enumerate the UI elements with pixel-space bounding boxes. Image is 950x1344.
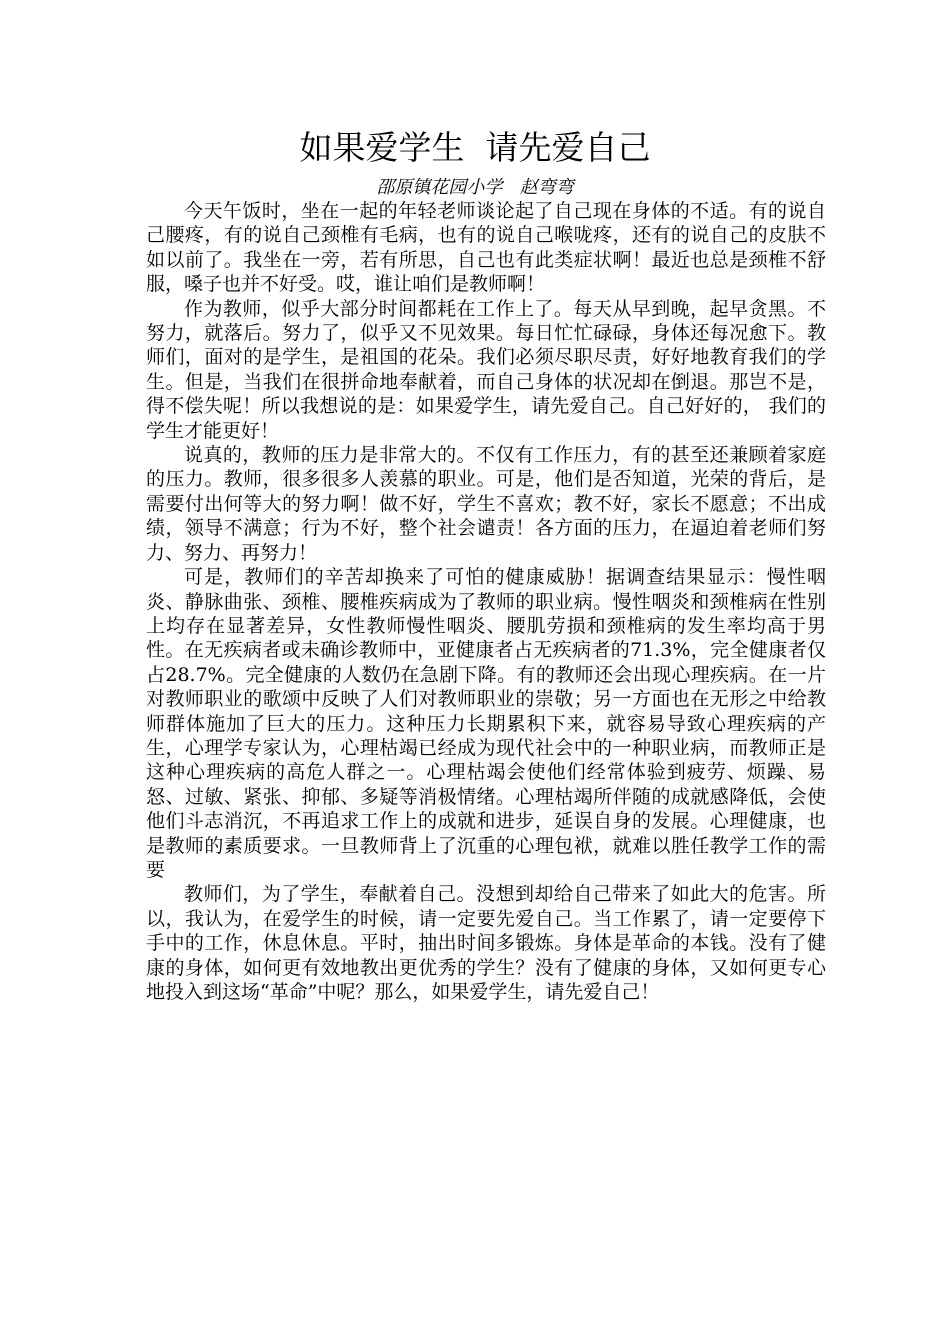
- document-title: 如果爱学生 请先爱自己: [299, 128, 651, 167]
- paragraph-3: 说真的，教师的压力是非常大的。不仅有工作压力，有的甚至还兼顾着家庭的压力。教师，很多很多人羡慕的职业。可是，他们是否知道，光荣的背后，是需要付出何等大的努力啊！做不好，学生不喜欢；教不好，家长不愿意；不出成绩，领导不满意；行为不好，整个社会谴责！各方面的压力，在逼迫着老师们努力、努力、再努力！: [146, 444, 826, 564]
- paragraph-2: 作为教师，似乎大部分时间都耗在工作上了。每天从早到晚，起早贪黑。不努力，就落后。努力了，似乎又不见效果。每日忙忙碌碌，身体还每况愈下。教师们，面对的是学生，是祖国的花朵。我们必须尽职尽责，好好地教育我们的学生。但是，当我们在很拼命地奉献着，而自己身体的状况却在倒退。那岂不是，得不偿失呢！所以我想说的是：如果爱学生，请先爱自己。自己好好的， 我们的学生才能更好！: [146, 297, 826, 442]
- paragraph-1: 今天午饭时，坐在一起的年轻老师谈论起了自己现在身体的不适。有的说自己腰疼，有的说自己颈椎有毛病，也有的说自己喉咙疼，还有的说自己的皮肤不如以前了。我坐在一旁，若有所思，自己也有此类症状啊！最近也总是颈椎不舒服，嗓子也并不好受。哎，谁让咱们是教师啊！: [146, 200, 826, 296]
- paragraph-5: 教师们，为了学生，奉献着自己。没想到却给自己带来了如此大的危害。所以，我认为，在爱学生的时候，请一定要先爱自己。当工作累了，请一定要停下手中的工作，休息休息。平时，抽出时间多锻炼。身体是革命的本钱。没有了健康的身体，如何更有效地教出更优秀的学生？没有了健康的身体，又如何更专心地投入到这场“革命”中呢？那么，如果爱学生，请先爱自己！: [146, 883, 826, 1003]
- paragraph-4: 可是，教师们的辛苦却换来了可怕的健康威胁！据调查结果显示：慢性咽炎、静脉曲张、颈椎、腰椎疾病成为了教师的职业病。慢性咽炎和颈椎病在性别上均存在显著差异，女性教师慢性咽炎、腰肌劳损和颈椎病的发生率均高于男性。在无疾病者或未确诊教师中，亚健康者占无疾病者的71.3%，完全健康者仅占28.7%。完全健康的人数仍在急剧下降。有的教师还会出现心理疾病。在一片对教师职业的歌颂中反映了人们对教师职业的崇敬；另一方面也在无形之中给教师群体施加了巨大的压力。这种压力长期累积下来，就容易导致心理疾病的产生，心理学专家认为，心理枯竭已经成为现代社会中的一种职业病，而教师正是这种心理疾病的高危人群之一。心理枯竭会使他们经常体验到疲劳、烦躁、易怒、过敏、紧张、抑郁、多疑等消极情绪。心理枯竭所伴随的成就感降低，会使他们斗志消沉，不再追求工作上的成就和进步，延误自身的发展。心理健康，也是教师的素质要求。一旦教师背上了沉重的心理包袱，就难以胜任教学工作的需要: [146, 566, 826, 881]
- article-body: [146, 199, 826, 1004]
- author-line: 邵原镇花园小学 赵弯弯: [376, 177, 574, 198]
